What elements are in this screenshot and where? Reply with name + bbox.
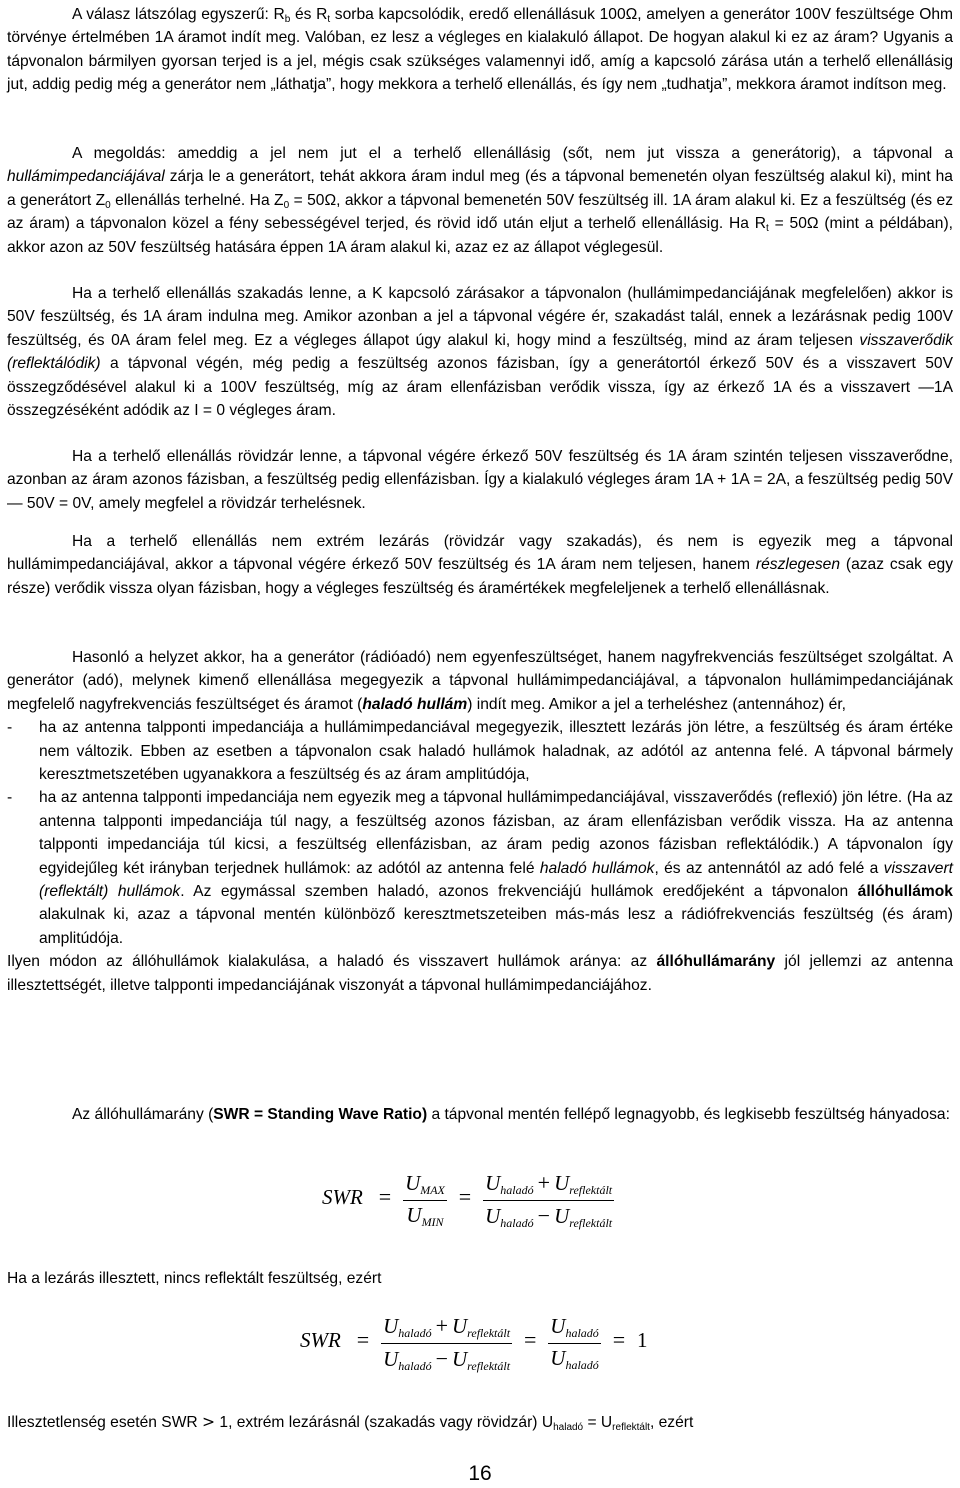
paragraph-5 [7, 530, 953, 600]
list-item-text: ha az antenna talpponti impedanciája nem egyezik meg a tápvonal hullámimpedanciájával, visszaverődés (reflexió) jön létre. (Ha az antenna talpponti impedanciája túl nagy, a feszültség azonos fázisban, az áram ellenfázisban verődik vissza. Ha az antenna talpponti impedanciája túl kicsi, a feszültség ellenfázisban, az áram pedig azonos fázisban reflektálódik.) A tápvonalon így egyidejűleg két irányban terjednek hullámok: az adótól az antenna felé haladó hullámok, és az antennától az adó felé a visszavert (reflektált) hullámok. Az egymással szemben haladó, azonos frekvenciájú hullámok eredőjeként a tápvonalon állóhullámok alakulnak ki, azaz a tápvonal mentén különböző keresztmetszeteiben más-más lesz a rádiófrekvenciás feszültség (és áram) amplitúdója. [39, 789, 953, 947]
paragraph-2 [7, 142, 953, 259]
paragraph-text: Ha a terhelő ellenállás nem extrém lezárás (rövidzár vagy szakadás), és nem is egyezik meg a tápvonal hullámimpedanciájával, akkor a tápvonal végére érkező 50V feszültség és 1A áram nem teljesen, hanem részlegesen (azaz csak egy része) verődik vissza olyan fázisban, hogy a végleges feszültség és áramértékek megfeleljenek a terhelő ellenállásnak. [7, 533, 953, 597]
equals-sign: = [612, 1327, 626, 1353]
paragraph-text: A válasz látszólag egyszerű: $R_b$ és $R_t$ sorba kapcsolódik, eredő ellenállásuk 100Ω, amelyen a generátor 100V feszültsége Ohm törvénye értelmében 1A áramot indít meg. Valóban, ez lesz a végleges en kialakuló állapot. De hogyan alakul ki ez az áram? Ugyanis a tápvonalon bármilyen gyorsan terjed is a jel, mégis csak szükséges valamennyi idő, amíg a kapcsoló zárása után a terhelő ellenállásig jut, addig pedig még a generátor nem „láthatja”, hogy mekkora a terhelő ellenállás, és így nem „tudhatja”, mekkora áramot indítson meg. [7, 6, 953, 94]
paragraph-10 [7, 1411, 953, 1434]
paragraph-6 [7, 646, 953, 997]
paragraph-4 [7, 445, 953, 515]
equals-sign: = [458, 1184, 472, 1210]
paragraph-text: Ha a terhelő ellenállás rövidzár lenne, a tápvonal végére érkező 50V feszültség és 1A áram szintén teljesen visszaverődne, azonban az áram azonos fázisban, a feszültség pedig ellenfázisban. Így a kialakuló végleges áram 1A + 1A = 2A, a feszültség pedig 50V — 50V = 0V, amely megfelel a rövidzár terhelésnek. [7, 448, 953, 512]
paragraph-text: A megoldás: ameddig a jel nem jut el a terhelő ellenállásig (sőt, nem jut vissza a generátorig), a tápvonal a hullámimpedanciájával zárja le a generátort, tehát akkora áram indul meg (és a tápvonal bemenetén olyan feszültség alakul ki), mint ha a generátort $Z_0$ ellenállás terhelné. Ha $Z_0 = 50\Omega$, akkor a tápvonal bemenetén 50V feszültség ill. 1A áram alakul ki. Ez a feszültség (és ez az áram) a tápvonalon közel a fény sebességével terjed, és rövid idő után eljut a terhelő ellenállásig. Ha $R_t = 50\Omega$ (mint a példában), akkor azon az 50V feszültség hatására éppen 1A áram alakul ki, azaz ez az állapot véglegesül. [7, 145, 954, 256]
page-number: 16 [468, 1462, 492, 1485]
paragraph-text: Ha a lezárás illesztett, nincs reflektált feszültség, ezért [7, 1270, 382, 1287]
paragraph-1 [7, 3, 953, 97]
fraction-max-min: $\frac{U_{MAX}}{U_{MIN}}$ [405, 1171, 445, 1229]
fraction-halado-reflektalt: $\frac{U_{haladó} + U_{reflektált}}{U_{haladó} - U_{reflektált}}$ [383, 1313, 511, 1373]
list-item-text: ha az antenna talpponti impedanciája a hullámimpedanciával megegyezik, illesztett lezárás jön létre, a feszültség és áram értéke nem változik. Ebben az esetben a tápvonalon csak haladó hullámok haladnak, az adótól az antenna felé. A tápvonal bármely keresztmetszetében ugyanakkora a feszültség és az áram amplitúdója, [39, 719, 953, 784]
equals-sign: = [356, 1327, 370, 1353]
paragraph-text: Illesztetlenség esetén SWR > 1, extrém lezárásnál (szakadás vagy rövidzár) $U_{haladó} = U_{reflektált}$, ezért [7, 1413, 694, 1433]
list-dash: - [7, 789, 13, 807]
paragraph-text: Ha a terhelő ellenállás szakadás lenne, a K kapcsoló zárásakor a tápvonalon (hullámimpedanciájának megfelelően) akkor is 50V feszültség, és 1A áram indulna meg. Amikor azonban a jel a tápvonal végére ér, szakadást talál, ennek a lezárásnak pedig 100V feszültség, és 0A áram felel meg. Ez a végleges állapot úgy alakul ki, hogy mind a feszültség, mind az áram teljesen visszaverődik (reflektálódik) a tápvonal végén, még pedig a feszültség azonos fázisban, így a generátortól érkező 50V és a visszavert 50V összegződésével alakul ki a 100V feszültség, míg az áram ellenfázisban verődik vissza, így az érkező 1A és a visszavert —1A összegzéséként adódik az I = 0 végleges áram. [7, 285, 953, 420]
paragraph-9 [7, 1267, 953, 1290]
equals-sign: = [523, 1327, 537, 1353]
list-item [7, 716, 953, 786]
paragraph-text: Az állóhullámarány (SWR = Standing Wave Ratio) a tápvonal mentén fellépő legnagyobb, és legkisebb feszültség hányadosa: [72, 1106, 950, 1123]
paragraph-8 [7, 1103, 953, 1126]
fraction-halado-reflektalt: $\frac{U_{haladó} + U_{reflektált}}{U_{haladó} - U_{reflektált}}$ [485, 1170, 613, 1230]
formula-lhs: SWR [300, 1328, 341, 1353]
fraction-halado-halado: $\frac{U_{haladó}}{U_{haladó}}$ [550, 1314, 599, 1372]
list-dash: - [7, 719, 13, 737]
swr-formula [322, 1170, 614, 1231]
formula-result: 1 [637, 1328, 648, 1353]
list-item [7, 786, 953, 950]
swr-matched-formula [300, 1313, 648, 1374]
paragraph-3 [7, 282, 953, 422]
paragraph-text: Ilyen módon az állóhullámok kialakulása, a haladó és visszavert hullámok aránya: az állóhullámarány jól jellemzi az antenna illesztettségét, illetve talpponti impedanciájának viszonyát a tápvonal hullámimpedanciájához. [7, 953, 953, 994]
formula-lhs: SWR [322, 1185, 363, 1210]
equals-sign: = [378, 1184, 392, 1210]
paragraph-text: Hasonló a helyzet akkor, ha a generátor (rádióadó) nem egyenfeszültséget, hanem nagyfrekvenciás feszültséget szolgáltat. A generátor (adó), melynek kimenő ellenállása megegyezik a tápvonal hullámimpedanciájával, a tápvonalon hullámimpedanciájának megfelelő nagyfrekvenciás feszültséget és áramot (haladó hullám) indít meg. Amikor a jel a terheléshez (antennához) ér, [7, 649, 953, 713]
